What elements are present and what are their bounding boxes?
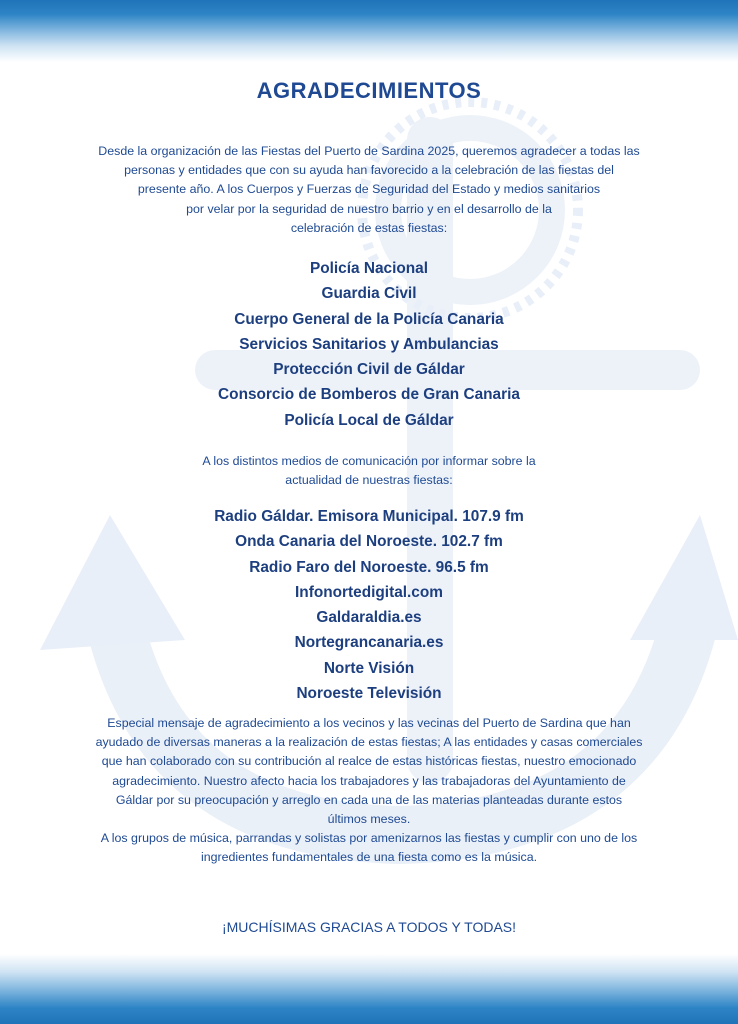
- intro-line: celebración de estas fiestas:: [290, 220, 448, 235]
- thanks-line: ingredientes fundamentales de una fiesta como es la música.: [200, 850, 538, 865]
- security-list-item: Cuerpo General de la Policía Canaria: [234, 310, 504, 328]
- media-intro-line: A los distintos medios de comunicación por informar sobre la: [202, 454, 536, 468]
- intro-line: Desde la organización de las Fiestas del Puerto de Sardina 2025, queremos agradecer a todas las: [98, 144, 640, 158]
- security-list-item: Policía Local de Gáldar: [284, 411, 454, 429]
- security-list-item: Policía Nacional: [309, 260, 429, 277]
- intro-paragraph: [0, 142, 738, 238]
- thanks-line: agradecimiento. Nuestro afecto hacia los trabajadores y las trabajadoras del Ayuntamiento de: [112, 773, 626, 788]
- security-list-item: Protección Civil de Gáldar: [273, 361, 465, 379]
- media-list-item: Onda Canaria del Noroeste. 102.7 fm: [235, 533, 503, 551]
- security-list: [0, 256, 738, 433]
- intro-line: personas y entidades que con su ayuda han favorecido a la celebración de las fiestas del: [124, 163, 614, 178]
- thanks-line: ayudado de diversas maneras a la realización de estas fiestas; A las entidades y casas comerciales: [95, 735, 643, 750]
- intro-line: por velar por la seguridad de nuestro barrio y en el desarrollo de la: [186, 201, 552, 216]
- page-title: AGRADECIMIENTOS: [256, 78, 482, 103]
- media-intro-line: actualidad de nuestras fiestas:: [285, 473, 453, 488]
- thanks-line: A los grupos de música, parrandas y solistas por amenizarnos las fiestas y cumplir con uno de los: [100, 831, 638, 846]
- security-list-item: Servicios Sanitarios y Ambulancias: [239, 335, 499, 353]
- media-list-item: Nortegrancanaria.es: [294, 634, 444, 652]
- intro-line: presente año. A los Cuerpos y Fuerzas de Seguridad del Estado y medios sanitarios: [137, 182, 601, 197]
- closing-message: ¡MUCHÍSIMAS GRACIAS A TODOS Y TODAS!: [221, 919, 517, 935]
- media-list-item: Noroeste Televisión: [296, 685, 442, 703]
- security-list-item: Consorcio de Bomberos de Gran Canaria: [218, 386, 520, 404]
- bottom-decorative-band: [0, 954, 738, 1024]
- thanks-line: que han colaborado con su contribución al realce de estas históricas fiestas, nuestro emocionado: [101, 754, 637, 769]
- thanks-line: Gáldar por su preocupación y arreglo en cada una de las materias planteadas durante estos: [115, 792, 623, 807]
- media-list-item: Norte Visión: [323, 659, 415, 677]
- media-list-item: Radio Gáldar. Emisora Municipal. 107.9 fm: [214, 508, 524, 525]
- media-list: [0, 504, 738, 706]
- thanks-line: últimos meses.: [327, 812, 411, 827]
- top-decorative-band: [0, 0, 738, 62]
- media-list-item: Galdaraldia.es: [316, 609, 422, 627]
- thanks-line: Especial mensaje de agradecimiento a los vecinos y las vecinas del Puerto de Sardina que han: [107, 716, 631, 730]
- media-intro-paragraph: [0, 452, 738, 490]
- security-list-item: Guardia Civil: [321, 285, 417, 303]
- media-list-item: Infonortedigital.com: [295, 583, 443, 601]
- thanks-paragraph: [0, 714, 738, 868]
- media-list-item: Radio Faro del Noroeste. 96.5 fm: [249, 558, 489, 576]
